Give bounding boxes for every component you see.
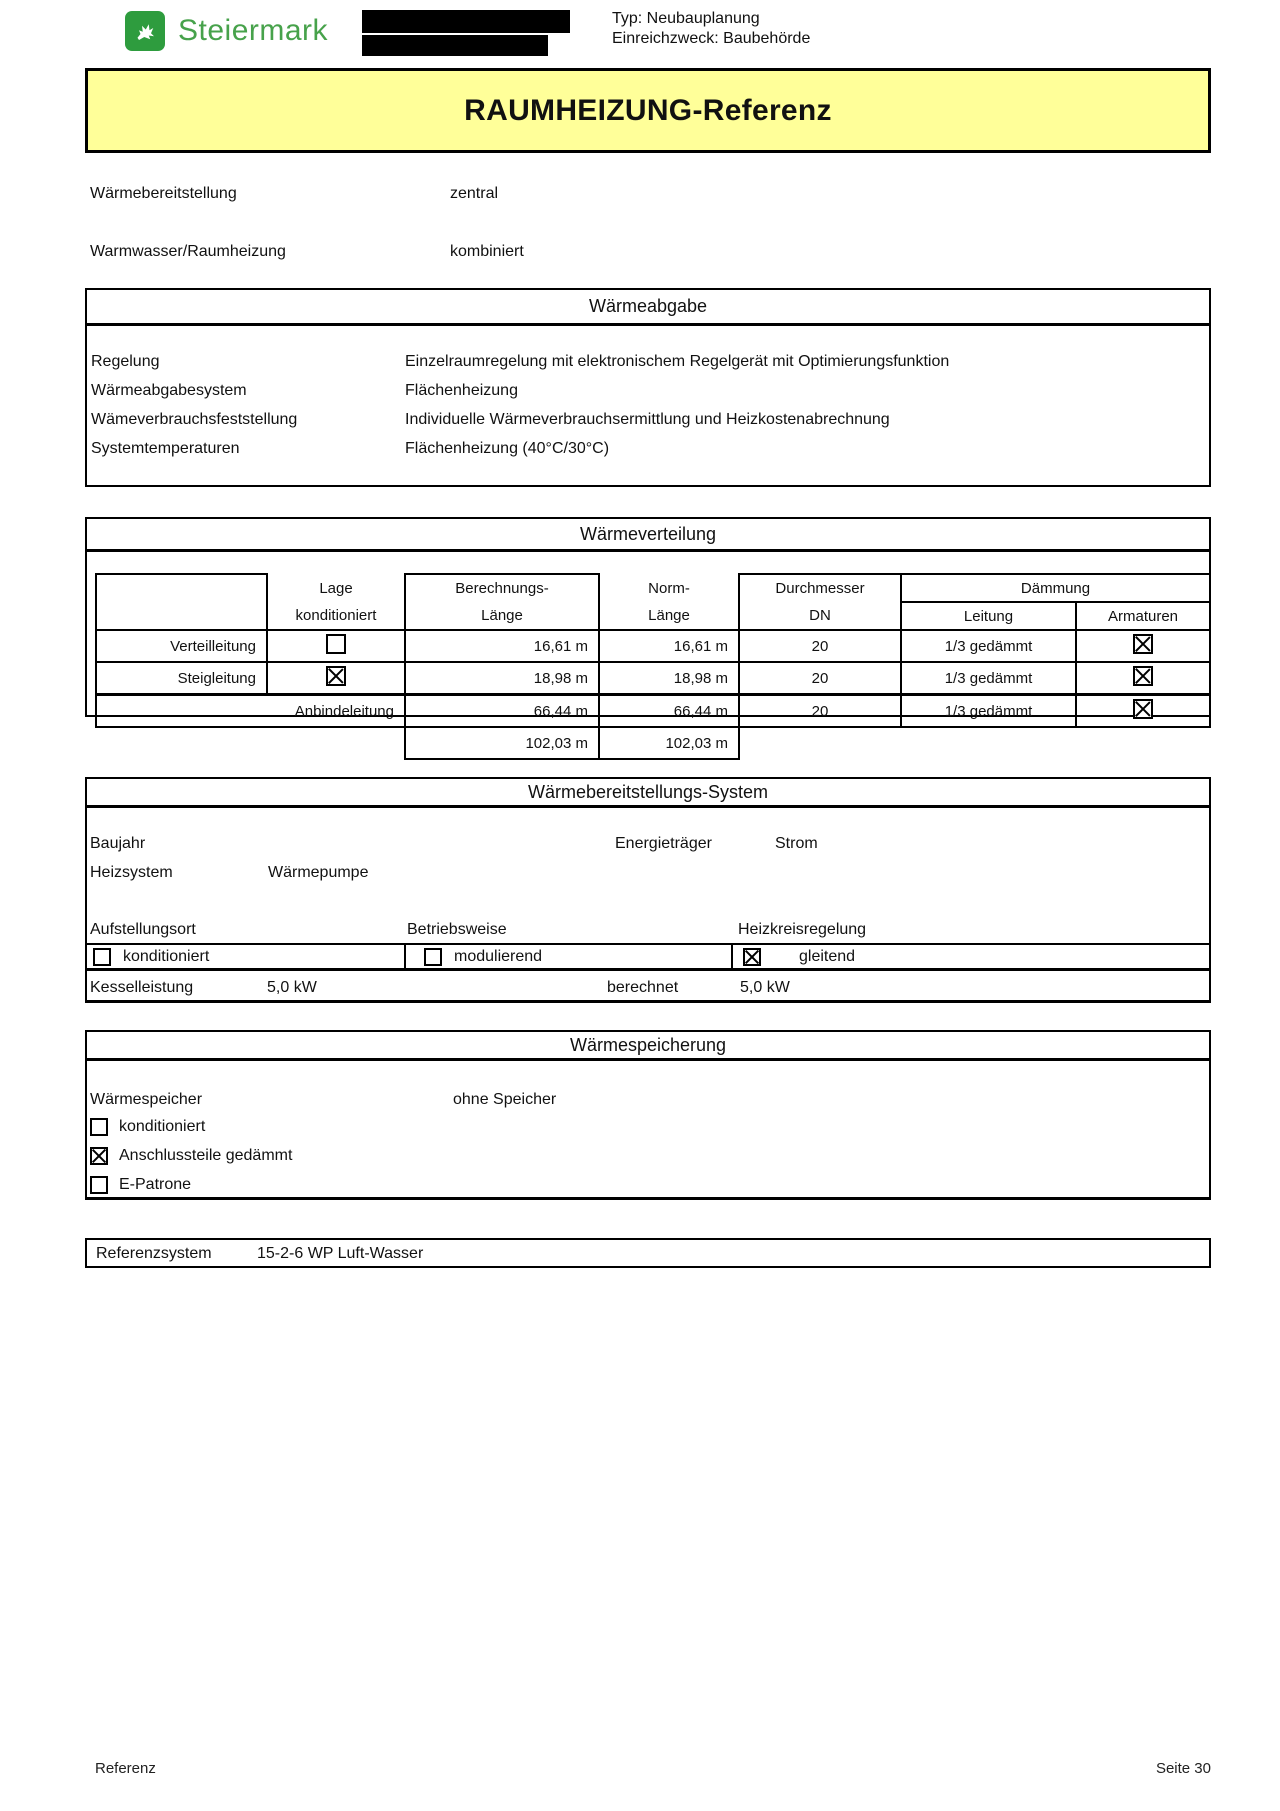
- total-norm-laenge: 102,03 m: [599, 727, 739, 759]
- col-header-armaturen: Armaturen: [1076, 602, 1210, 630]
- berechnet-label: berechnet: [607, 979, 679, 996]
- checkbox-label: gleitend: [799, 947, 856, 965]
- berechnungs-laenge-value: 66,44 m: [405, 695, 599, 728]
- col-header-laenge: Länge: [648, 607, 690, 624]
- heizkreisregelung-label: Heizkreisregelung: [738, 921, 867, 938]
- waermespeicher-value: ohne Speicher: [453, 1091, 557, 1108]
- referenzsystem-label: Referenzsystem: [96, 1244, 212, 1262]
- footer-page-number: Seite 30: [1155, 1760, 1211, 1777]
- kesselleistung-value: 5,0 kW: [267, 979, 317, 996]
- aufstellungsort-label: Aufstellungsort: [90, 921, 196, 938]
- armaturen-checkbox-cell: [1076, 662, 1210, 695]
- section-title: Wärmeabgabe: [87, 290, 1209, 326]
- speicher-option-anschlussteile: [90, 1147, 292, 1165]
- doc-type-line: Typ: Neubauplanung: [612, 10, 760, 27]
- section-title: Wärmebereitstellungs-System: [87, 779, 1209, 808]
- aufstellungsort-option: [87, 945, 404, 968]
- lage-checkbox-cell: [267, 630, 405, 662]
- berechnet-value: 5,0 kW: [740, 979, 790, 996]
- operating-mode-strip: [87, 943, 1209, 971]
- total-berechnungs-laenge: 102,03 m: [405, 727, 599, 759]
- berechnungs-laenge-value: 18,98 m: [405, 662, 599, 695]
- kesselleistung-label: Kesselleistung: [90, 979, 194, 996]
- heizsystem-label: Heizsystem: [90, 864, 173, 881]
- col-header-laenge: Länge: [405, 602, 599, 630]
- checkbox: [743, 948, 761, 966]
- dn-value: 20: [739, 630, 901, 662]
- col-header-leitung: Leitung: [901, 602, 1076, 630]
- checkbox-label: Anschlussteile gedämmt: [119, 1147, 293, 1164]
- col-header-durchmesser: Durchmesser: [739, 574, 901, 602]
- general-value: zentral: [450, 185, 499, 202]
- panther-icon: [130, 16, 160, 46]
- dn-value: 20: [739, 695, 901, 728]
- norm-laenge-value: 66,44 m: [599, 695, 739, 728]
- row-label: Verteilleitung: [96, 630, 267, 662]
- page-title: RAUMHEIZUNG-Referenz: [464, 93, 832, 127]
- lage-checkbox-cell: [267, 662, 405, 695]
- page-title-banner: [85, 68, 1211, 153]
- table-corner-cell: [96, 574, 267, 630]
- norm-laenge-value: 18,98 m: [599, 662, 739, 695]
- checkbox: [90, 1147, 108, 1165]
- general-value: kombiniert: [450, 243, 524, 260]
- row-value: Flächenheizung: [405, 382, 518, 399]
- general-label: Warmwasser/Raumheizung: [90, 243, 286, 260]
- referenzsystem-value: 15-2-6 WP Luft-Wasser: [257, 1244, 424, 1262]
- referenzsystem-row: [85, 1238, 1211, 1268]
- waermeverteilung-table: [95, 573, 1211, 760]
- leitung-value: 1/3 gedämmt: [901, 662, 1076, 695]
- redacted-bar: [362, 10, 570, 33]
- checkbox-label: konditioniert: [123, 947, 210, 965]
- checkbox-label: E-Patrone: [119, 1176, 192, 1193]
- checkbox: [90, 1118, 108, 1136]
- norm-laenge-value: 16,61 m: [599, 630, 739, 662]
- col-header-daemmung: Dämmung: [901, 574, 1210, 602]
- col-header-norm: Norm-: [648, 579, 690, 597]
- row-label: Systemtemperaturen: [91, 440, 240, 457]
- checkbox: [1133, 666, 1153, 686]
- row-value: Einzelraumregelung mit elektronischem Regelgerät mit Optimierungsfunktion: [405, 353, 950, 370]
- section-title: Wärmeverteilung: [87, 519, 1209, 552]
- checkbox: [326, 666, 346, 686]
- row-label: Steigleitung: [96, 662, 267, 695]
- table-row-steigleitung: [96, 662, 1210, 695]
- armaturen-checkbox-cell: [1076, 630, 1210, 662]
- speicher-option-konditioniert: [90, 1118, 205, 1136]
- col-header-konditioniert: konditioniert: [295, 607, 377, 624]
- baujahr-label: Baujahr: [90, 835, 146, 852]
- heizsystem-value: Wärmepumpe: [268, 864, 369, 881]
- leitung-value: 1/3 gedämmt: [901, 695, 1076, 728]
- checkbox: [424, 948, 442, 966]
- energietraeger-label: Energieträger: [615, 835, 712, 852]
- general-label: Wärmebereitstellung: [90, 185, 237, 202]
- heizkreisregelung-option: [731, 945, 1209, 968]
- checkbox: [90, 1176, 108, 1194]
- betriebsweise-option: [404, 945, 731, 968]
- redacted-bar: [362, 35, 548, 56]
- row-label: Wämeverbrauchsfeststellung: [91, 411, 298, 428]
- col-header-lage: Lage: [319, 579, 353, 597]
- betriebsweise-label: Betriebsweise: [407, 921, 507, 938]
- footer-left: Referenz: [95, 1760, 156, 1777]
- section-speicherung: [85, 1030, 1211, 1200]
- checkbox: [1133, 699, 1153, 719]
- row-label: Regelung: [91, 353, 160, 370]
- waermespeicher-label: Wärmespeicher: [90, 1091, 203, 1108]
- berechnungs-laenge-value: 16,61 m: [405, 630, 599, 662]
- checkbox-label: konditioniert: [119, 1118, 206, 1135]
- table-row-verteilleitung: [96, 630, 1210, 662]
- checkbox-label: modulierend: [454, 947, 543, 965]
- row-value: Individuelle Wärmeverbrauchsermittlung und Heizkostenabrechnung: [405, 411, 890, 428]
- armaturen-checkbox-cell: [1076, 695, 1210, 728]
- brand-wordmark: Steiermark: [178, 14, 329, 47]
- dn-value: 20: [739, 662, 901, 695]
- checkbox: [326, 634, 346, 654]
- section-waermeabgabe: [85, 288, 1211, 487]
- table-row-anbindeleitung: [96, 695, 1210, 728]
- section-title: Wärmespeicherung: [87, 1032, 1209, 1061]
- leitung-value: 1/3 gedämmt: [901, 630, 1076, 662]
- col-header-berechnungs: Berechnungs-: [405, 574, 599, 602]
- doc-purpose-line: Einreichzweck: Baubehörde: [612, 30, 811, 47]
- checkbox: [1133, 634, 1153, 654]
- table-row-total: [96, 727, 1210, 759]
- row-label: Anbindeleitung: [96, 695, 405, 728]
- checkbox: [93, 948, 111, 966]
- steiermark-logo: [125, 11, 165, 51]
- col-header-dn: DN: [739, 602, 901, 630]
- row-label: Wärmeabgabesystem: [91, 382, 247, 399]
- row-value: Flächenheizung (40°C/30°C): [405, 440, 610, 457]
- speicher-option-epatrone: [90, 1176, 191, 1194]
- energietraeger-value: Strom: [775, 835, 818, 852]
